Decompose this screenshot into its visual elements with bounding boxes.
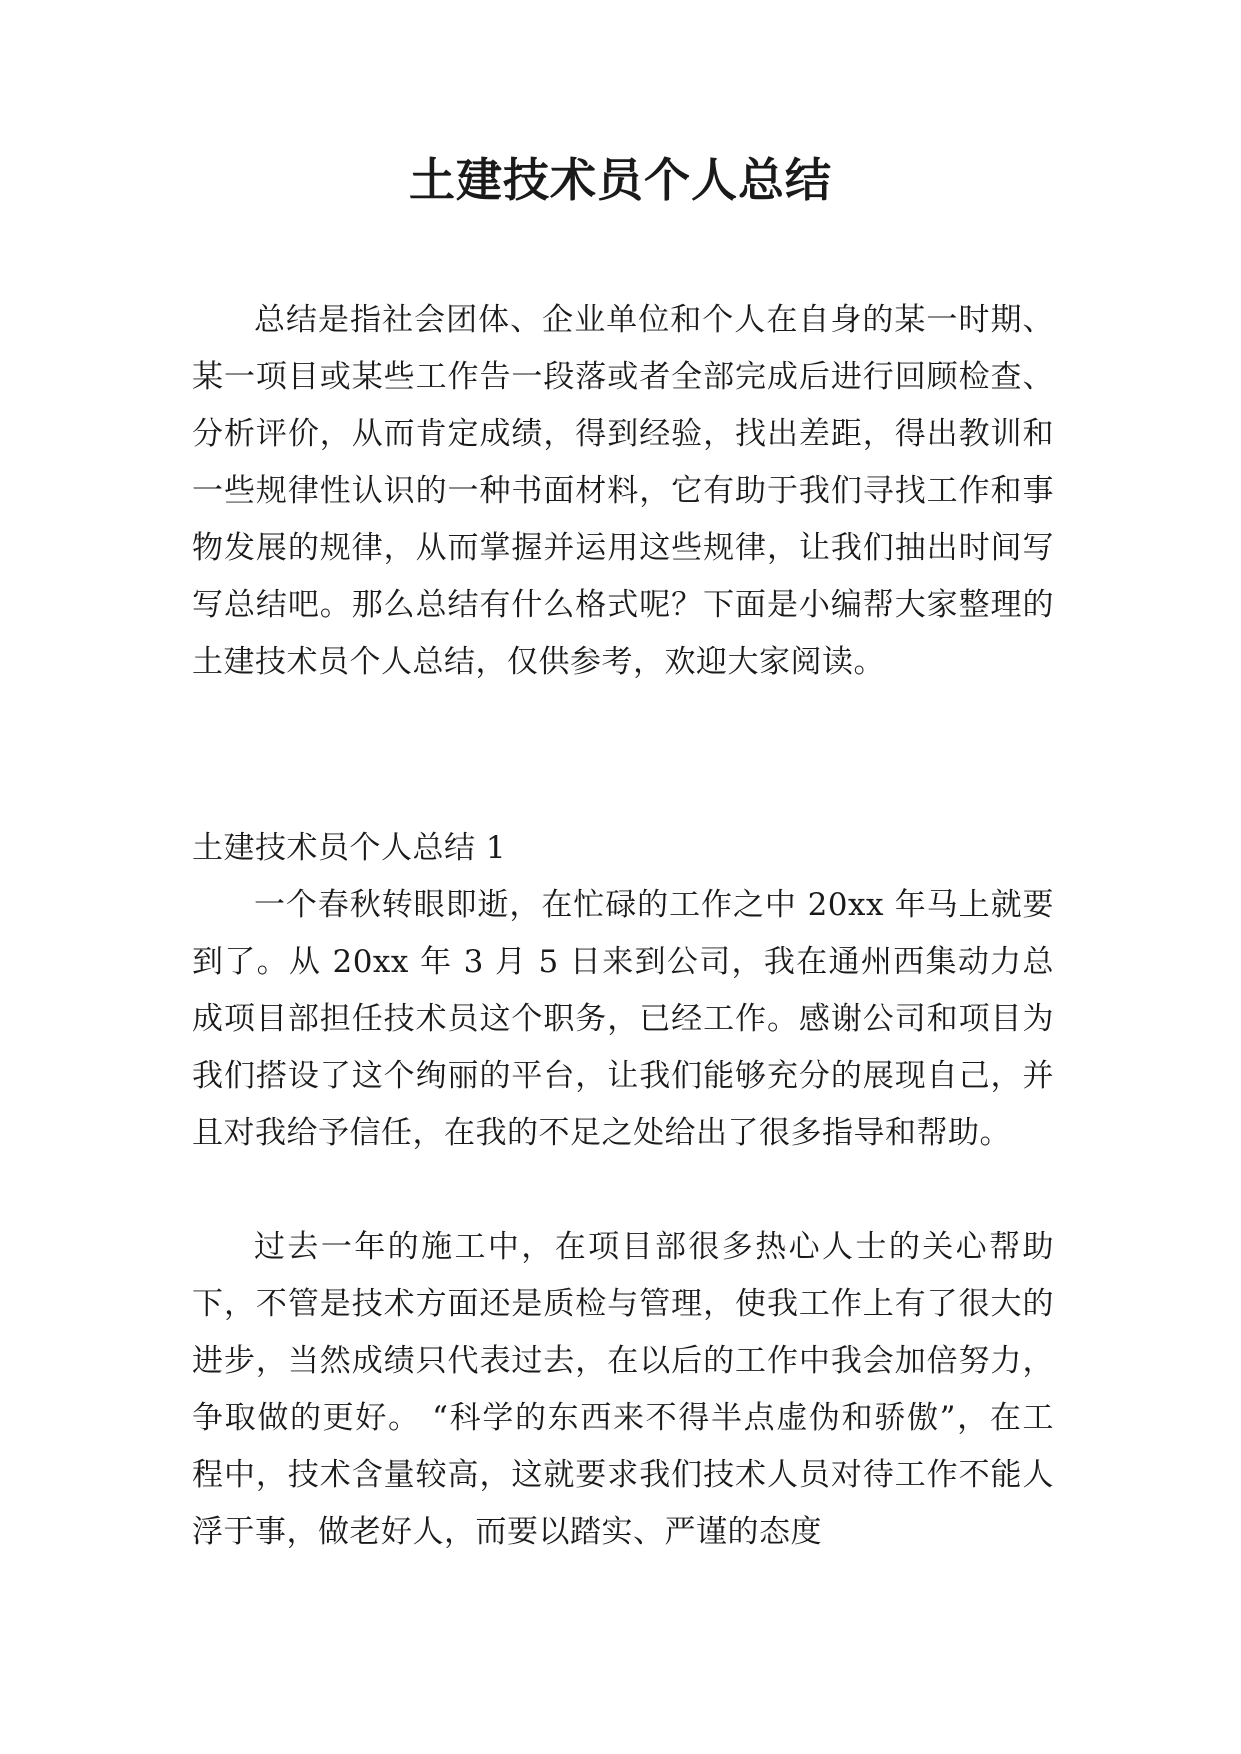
document-title: 土建技术员个人总结 bbox=[409, 153, 832, 207]
intro-paragraph: 总结是指社会团体、企业单位和个人在自身的某一时期、某一项目或某些工作告一段落或者全部完成后进行回顾检查、分析评价，从而肯定成绩，得到经验，找出差距，得出教训和一些规律性认识的一种书面材料，它有助于我们寻找工作和事物发展的规律，从而掌握并运用这些规律，让我们抽出时间写写总结吧。那么总结有什么格式呢？下面是小编帮大家整理的土建技术员个人总结，仅供参考，欢迎大家阅读。 bbox=[192, 302, 1054, 680]
section-heading: 土建技术员个人总结 1 bbox=[192, 830, 507, 866]
section-paragraph: 一个春秋转眼即逝，在忙碌的工作之中 20xx 年马上就要到了。从 20xx 年 3 月 5 日来到公司，我在通州西集动力总成项目部担任技术员这个职务，已经工作。感谢公司和项目为我们搭设了这个绚丽的平台，让我们能够充分的展现自己，并且对我给予信任，在我的不足之处给出了很多指导和帮助。 bbox=[192, 887, 1054, 1151]
section-paragraph: 过去一年的施工中，在项目部很多热心人士的关心帮助下，不管是技术方面还是质检与管理，使我工作上有了很大的进步，当然成绩只代表过去，在以后的工作中我会加倍努力，争取做的更好。 “科学的东西来不得半点虚伪和骄傲”，在工程中，技术含量较高，这就要求我们技术人员对待工作不能人浮于事，做老好人，而要以踏实、严谨的态度 bbox=[192, 1229, 1054, 1550]
